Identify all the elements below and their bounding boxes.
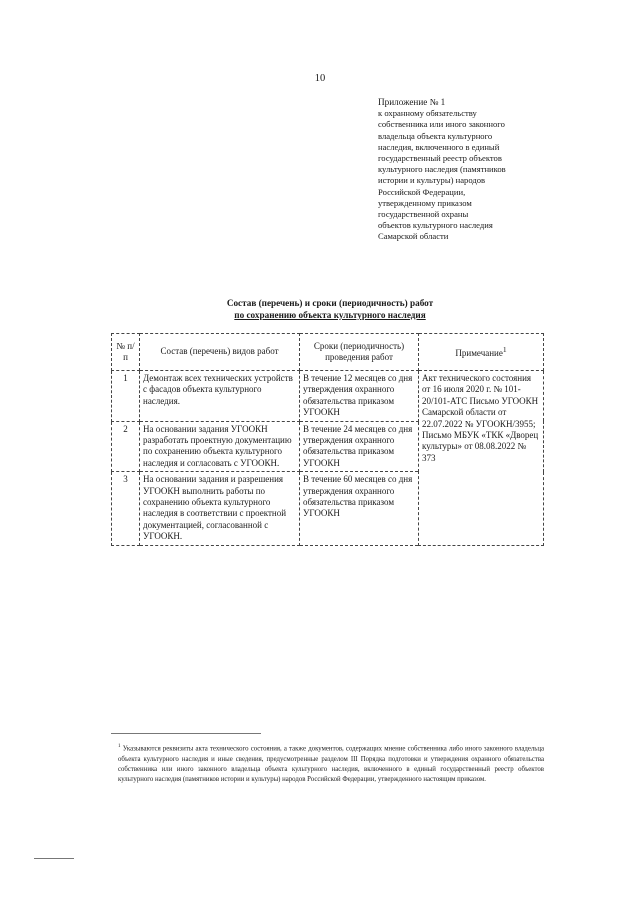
header-num: № п/п (112, 334, 140, 371)
document-title (180, 297, 480, 321)
works-table (111, 333, 544, 546)
row-terms: В течение 12 месяцев со дня утверждения охранного обязательства приказом УГООКН (300, 371, 419, 422)
footnote-mark: 1 (118, 744, 121, 749)
footnote-text: Указываются реквизиты акта технического состояния, а также документов, содержащих мнение собственника либо иного законного владельца объекта культурного наследия и иные сведения, предусмотренные разделом III Порядка подготовки и утверждения охранного обязательства собственника или иного законного владельца объекта культурного наследия, включенного в единый государственный реестр объектов культурного наследия (памятников истории и культуры) народов Российской Федерации, утвержденного настоящим приказом. (118, 745, 544, 784)
table-header-row (112, 334, 544, 371)
title-line-1: Состав (перечень) и сроки (периодичность) работ (226, 298, 434, 308)
appendix-line: объектов культурного наследия (378, 220, 493, 231)
header-notes-label: Примечание (455, 348, 503, 359)
appendix-line: к охранному обязательству (378, 108, 477, 119)
header-terms: Сроки (периодичность) проведения работ (300, 334, 419, 371)
row-works: На основании задания УГООКН разработать проектную документацию по сохранению объекта культурного наследия и согласовать с УГООКН. (140, 421, 300, 472)
footnote (118, 742, 544, 785)
appendix-line: Самарской области (378, 231, 449, 242)
appendix-heading: Приложение № 1 (378, 97, 446, 107)
title-line-2: по сохранению объекта культурного наследия (234, 310, 426, 320)
row-number: 3 (112, 472, 140, 545)
appendix-line: Российской Федерации, (378, 186, 466, 197)
table-row (112, 371, 544, 422)
row-number: 1 (112, 371, 140, 422)
header-notes (419, 334, 544, 371)
appendix-line: государственный реестр объектов (378, 153, 502, 164)
footnote-divider (111, 733, 261, 734)
bottom-divider (34, 858, 74, 859)
appendix-line: собственника или иного законного (378, 119, 505, 130)
appendix-line: государственной охраны (378, 209, 469, 220)
row-number: 2 (112, 421, 140, 472)
row-terms: В течение 60 месяцев со дня утверждения охранного обязательства приказом УГООКН (300, 472, 419, 545)
page-number: 10 (314, 73, 326, 84)
row-terms: В течение 24 месяцев со дня утверждения охранного обязательства приказом УГООКН (300, 421, 419, 472)
row-notes: Акт технического состояния от 16 июля 2020 г. № 101-20/101-АТС Письмо УГООКН Самарской области от 22.07.2022 № УГООКН/3955; Письмо МБУК «ТКК «Дворец культуры» от 08.08.2022 № 373 (419, 371, 544, 546)
appendix-line: наследия, включенного в единый (378, 141, 500, 152)
footnote-mark: 1 (502, 345, 507, 355)
appendix-block (378, 97, 578, 243)
row-works: На основании задания и разрешения УГООКН выполнить работы по сохранению объекта культурного наследия в соответствии с проектной документацией, согласованной с УГООКН. (140, 472, 300, 545)
row-works: Демонтаж всех технических устройств с фасадов объекта культурного наследия. (140, 371, 300, 422)
header-works: Состав (перечень) видов работ (140, 334, 300, 371)
appendix-line: истории и культуры) народов (378, 175, 486, 186)
appendix-line: владельца объекта культурного (378, 130, 493, 141)
appendix-line: утвержденному приказом (378, 197, 472, 208)
appendix-line: культурного наследия (памятников (378, 164, 506, 175)
